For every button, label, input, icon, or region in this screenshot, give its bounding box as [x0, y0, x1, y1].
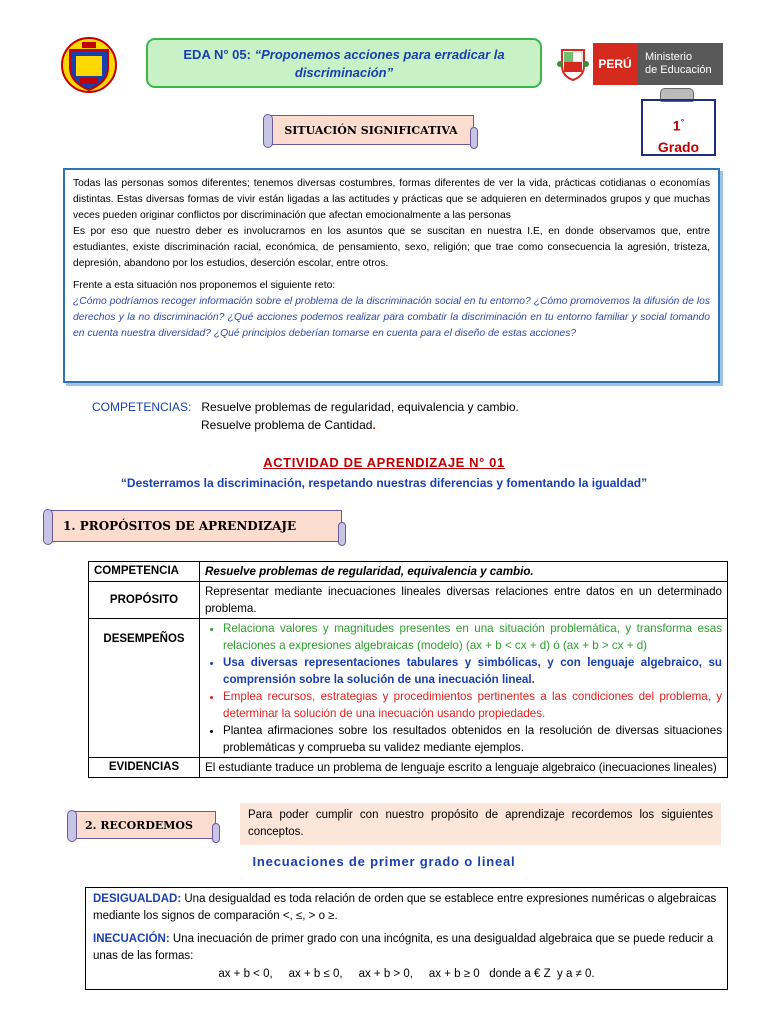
recordemos-note: Para poder cumplir con nuestro propósito de aprendizaje recordemos los siguientes conceptos. — [240, 803, 721, 845]
ministry-label — [637, 43, 723, 85]
actividad-title: ACTIVIDAD DE APRENDIZAJE N° 01 — [263, 455, 505, 470]
competencia-label: COMPETENCIA — [89, 562, 200, 582]
propositos-heading: 1. PROPÓSITOS DE APRENDIZAJE — [48, 510, 342, 542]
propositos-table — [88, 561, 728, 778]
desigualdad-definition — [93, 891, 720, 925]
grade-label: Grado — [657, 138, 700, 155]
eda-label: EDA N° 05: — [183, 47, 251, 62]
competencias-item-1: Resuelve problemas de regularidad, equivalencia y cambio. — [201, 400, 519, 414]
situacion-paragraph-3: Frente a esta situación nos proponemos el siguiente reto: — [73, 280, 336, 291]
grade-card — [641, 99, 716, 156]
recordemos-heading: 2. RECORDEMOS — [72, 811, 216, 839]
proposito-value: Representar mediante inecuaciones lineales diversas relaciones entre datos en un determinado problema. — [200, 582, 728, 619]
desempeno-item: • Relaciona valores y magnitudes presentes en una situación problemática, y transforma esas relaciones a expresiones algebraicas (modelo) (ax + b < cx + d) ó (ax + b > cx + d) — [223, 620, 722, 654]
evidencias-label: EVIDENCIAS — [89, 758, 200, 778]
desempeno-item: • Usa diversas representaciones tabulares y simbólicas, y con lenguaje algebraico, su comprensión sobre la solución de una inecuación lineal. — [223, 654, 722, 688]
desempeno-item: • Emplea recursos, estrategias y procedimientos pertinentes a las condiciones del problema, y determinar la solución de una inecuación usando propiedades. — [223, 688, 722, 722]
table-row — [89, 582, 728, 619]
school-crest-logo — [60, 36, 118, 94]
situacion-paragraph-1: Todas las personas somos diferentes; tenemos diversas costumbres, formas diferentes de ver la vida, prácticas cotidianas o economías distintas. Estas diversas formas de vivir están ligadas a las actitudes y prácticas que se adquieren en determinados grupos y que muchas veces pueden originar conflictos por discriminación que afectan emocionalmente a las personas — [73, 178, 710, 221]
competencias-item-2: Resuelve problema de Cantidad — [201, 418, 373, 432]
desempenos-list — [205, 620, 722, 756]
grade-number: 1° — [672, 117, 685, 134]
inecuacion-text: Una inecuación de primer grado con una incógnita, es una desigualdad algebraica que se puede reducir a unas de las formas: — [93, 933, 714, 962]
desigualdad-label: DESIGUALDAD: — [93, 893, 182, 905]
situacion-box — [63, 168, 720, 383]
actividad-subtitle: “Desterramos la discriminación, respetando nuestras diferencias y fomentando la igualdad” — [120, 476, 648, 490]
competencias-line-2 — [201, 416, 376, 434]
inecuacion-label: INECUACIÓN: — [93, 933, 170, 945]
inecuacion-definition — [93, 931, 720, 965]
evidencias-value: El estudiante traduce un problema de lenguaje escrito a lenguaje algebraico (inecuaciones lineales) — [200, 758, 728, 778]
desempeno-item: • Plantea afirmaciones sobre los resultados obtenidos en la resolución de diversas situaciones problemáticas y comprueba su validez mediante ejemplos. — [223, 722, 722, 756]
situacion-challenge: ¿Cómo podríamos recoger información sobre el problema de la discriminación social en tu entorno? ¿Cómo promovemos la difusión de los derechos y la no discriminación? ¿Qué acciones podemos realizar para combatir la discriminación en tu entorno familiar y social tomando en cuenta nuestra diversidad? ¿Qué principios deberían tomarse en cuenta para el diseño de estas acciones? — [73, 296, 710, 339]
competencias-label: COMPETENCIAS: — [92, 400, 192, 414]
competencias-line-1 — [92, 398, 519, 416]
definitions-box — [85, 887, 728, 990]
table-row — [89, 619, 728, 758]
eda-title: “Proponemos acciones para erradicar la discriminación” — [254, 47, 505, 80]
proposito-label: PROPÓSITO — [89, 582, 200, 619]
situacion-heading: SITUACIÓN SIGNIFICATIVA — [268, 115, 474, 145]
ministry-line-2: de Educación — [645, 64, 712, 76]
table-row — [89, 562, 728, 582]
desempenos-label: DESEMPEÑOS — [89, 619, 200, 758]
eda-title-box — [146, 38, 542, 88]
inecuacion-forms: ax + b < 0, ax + b ≤ 0, ax + b > 0, ax + b ≥ 0 donde a € Z y a ≠ 0. — [218, 968, 595, 980]
peru-shield-icon — [556, 46, 590, 82]
situacion-paragraph-2: Es por eso que nuestro deber es involucrarnos en los asuntos que se suscitan en nuestra I.E, en donde observamos que, entre estudiantes, existe discriminación racial, económica, de pensamiento, sexo, religión; que trae como consecuencia la agresión, tristeza, depresión, abandono por los estudios, deserción escolar, entre otros. — [73, 226, 710, 269]
competencias-item-2-end: . — [372, 418, 376, 432]
table-row — [89, 758, 728, 778]
desigualdad-text: Una desigualdad es toda relación de orden que se establece entre expresiones numéricas o algebraicas mediante los signos de comparación <, ≤, > o ≥. — [93, 893, 717, 922]
ministry-line-1: Ministerio — [645, 51, 693, 63]
peru-label: PERÚ — [593, 43, 637, 85]
competencia-value: Resuelve problemas de regularidad, equivalencia y cambio. — [200, 562, 728, 582]
inecuaciones-title: Inecuaciones de primer grado o lineal — [252, 854, 516, 869]
desempenos-list-cell — [200, 619, 728, 758]
